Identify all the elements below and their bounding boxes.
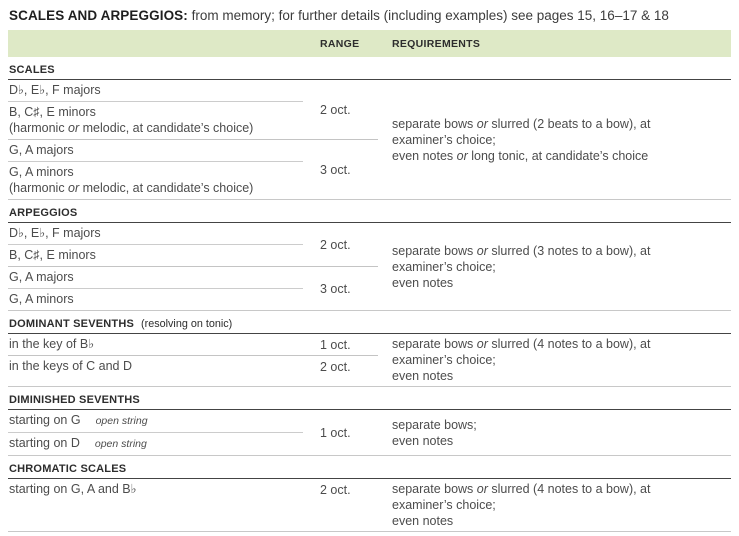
section-chromatic-scales	[8, 456, 731, 532]
section-title-text: ARPEGGIOS	[9, 207, 78, 219]
scale-row: starting on G, A and B♭	[9, 482, 137, 496]
range-group	[8, 223, 378, 266]
range-cell: 1 oct.	[320, 425, 351, 440]
range-group	[8, 266, 378, 310]
requirements-cell: separate bows or slurred (4 notes to a bow), at examiner’s choice; even notes	[392, 482, 651, 528]
scale-row: G, A minors	[8, 288, 303, 310]
section-title-text: SCALES	[9, 64, 55, 76]
scale-names	[8, 356, 303, 377]
page-title	[8, 8, 731, 23]
section-arpeggios	[8, 200, 731, 311]
requirements-cell: separate bows or slurred (3 notes to a bow), at examiner’s choice; even notes	[392, 243, 651, 290]
scale-row: G, A majors	[9, 270, 74, 284]
names-and-ranges	[8, 479, 378, 500]
scale-row: starting on G open string	[9, 413, 148, 427]
requirements-column-header: REQUIREMENTS	[392, 38, 481, 50]
column-header-band	[8, 30, 731, 57]
range-group	[8, 355, 378, 377]
names-and-ranges	[8, 410, 378, 455]
section-body	[8, 334, 731, 387]
range-cell: 2 oct.	[320, 482, 351, 497]
scale-names	[8, 334, 303, 355]
range-group	[8, 80, 378, 139]
range-cell: 2 oct.	[320, 237, 351, 252]
section-title	[8, 200, 731, 223]
section-title-text: CHROMATIC SCALES	[9, 463, 127, 475]
scale-row: D♭, E♭, F majors	[9, 226, 101, 240]
range-group	[8, 479, 378, 500]
scale-names	[8, 80, 303, 139]
requirements-cell: separate bows or slurred (4 notes to a bow), at examiner’s choice; even notes	[392, 337, 651, 383]
section-title	[8, 57, 731, 80]
scale-names	[8, 410, 303, 455]
section-dominant-sevenths	[8, 311, 731, 387]
page-title-rest: from memory; for further details (including examples) see pages 15, 16–17 & 18	[187, 8, 669, 23]
section-title-note: (resolving on tonic)	[141, 318, 233, 330]
scale-row: starting on D open string	[8, 432, 303, 455]
names-and-ranges	[8, 334, 378, 377]
names-and-ranges	[8, 80, 378, 199]
names-and-ranges	[8, 223, 378, 310]
range-cell: 1 oct.	[320, 337, 351, 352]
scale-row: G, A majors	[9, 143, 74, 157]
section-body	[8, 223, 731, 311]
scale-row: G, A minors (harmonic or melodic, at candidate’s choice)	[8, 161, 303, 199]
section-title	[8, 387, 731, 410]
requirements-cell: separate bows; even notes	[392, 417, 477, 448]
range-cell: 3 oct.	[320, 162, 351, 177]
range-group	[8, 410, 378, 455]
range-group	[8, 334, 378, 355]
scale-row: in the keys of C and D	[9, 359, 132, 373]
section-body	[8, 479, 731, 532]
scale-row: B, C♯, E minors (harmonic or melodic, at candidate’s choice)	[8, 101, 303, 139]
range-cell: 3 oct.	[320, 281, 351, 296]
scale-names	[8, 140, 303, 199]
scale-names	[8, 479, 303, 500]
scale-row: in the key of B♭	[9, 337, 95, 351]
requirements-cell: separate bows or slurred (2 beats to a bow), at examiner’s choice; even notes or long tonic, at candidate’s choice	[392, 116, 651, 163]
range-cell: 2 oct.	[320, 359, 351, 374]
section-body	[8, 80, 731, 200]
section-body	[8, 410, 731, 456]
range-cell: 2 oct.	[320, 102, 351, 117]
range-group	[8, 139, 378, 199]
scale-names	[8, 223, 303, 266]
section-scales	[8, 57, 731, 200]
section-title	[8, 456, 731, 479]
range-column-header: RANGE	[320, 38, 360, 50]
scale-row: D♭, E♭, F majors	[9, 83, 101, 97]
page-title-bold: SCALES AND ARPEGGIOS:	[9, 8, 188, 23]
scale-row: B, C♯, E minors	[8, 244, 303, 266]
section-diminished-sevenths	[8, 387, 731, 456]
section-title	[8, 311, 731, 334]
scale-names	[8, 267, 303, 310]
section-title-text: DOMINANT SEVENTHS	[9, 318, 135, 330]
section-title-text: DIMINISHED SEVENTHS	[9, 394, 140, 406]
